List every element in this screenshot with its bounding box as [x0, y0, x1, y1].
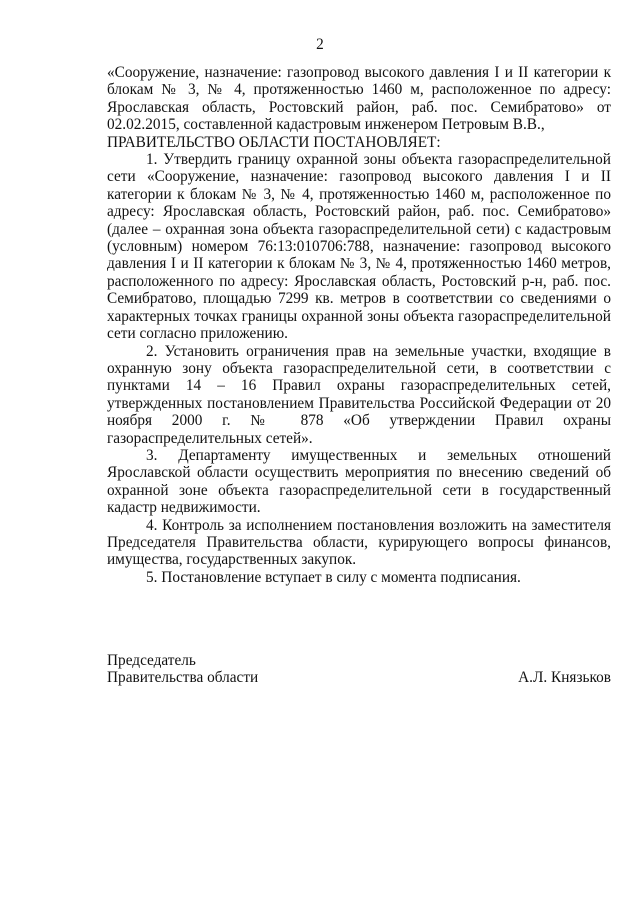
clause-1: 1. Утвердить границу охранной зоны объекта газораспределительной сети «Сооружение, назначение: газопровод высокого давления I и II категории к блокам № 3, № 4, протяженностью 1460 м, расположенное по адресу: Ярославская область, Ростовский район, раб. пос. Семибратово» (далее – охранная зона объекта газораспределительной сети) с кадастровым (условным) номером 76:13:010706:788, назначение: газопровод высокого давления I и II категории к блокам № 3, № 4, протяженностью 1460 метров, расположенного по адресу: Ярославская область, Ростовский р-н, раб. пос. Семибратово, площадью 7299 кв. метров в соответствии со сведениями о характерных точках границы охранной зоны объекта газораспределительной сети согласно приложению. [107, 151, 611, 343]
signature-line [107, 669, 611, 686]
signatory-title-line1: Председатель [107, 652, 196, 669]
signatory-title-line2: Правительства области [107, 669, 259, 687]
resolution-heading: ПРАВИТЕЛЬСТВО ОБЛАСТИ ПОСТАНОВЛЯЕТ: [107, 133, 441, 151]
clause-5: 5. Постановление вступает в силу с момента подписания. [146, 568, 521, 586]
clause-4: 4. Контроль за исполнением постановления возложить на заместителя Председателя Правительства области, курирующего вопросы финансов, имущества, государственных закупок. [107, 516, 611, 569]
preamble-continuation: «Сооружение, назначение: газопровод высокого давления I и II категории к блокам № 3, № 4, протяженностью 1460 м, расположенное по адресу: Ярославская область, Ростовский район, раб. пос. Семибратово» от 02.02.2015, составленной кадастровым инженером Петровым В.В., [107, 64, 611, 134]
signatory-name: А.Л. Князьков [518, 669, 611, 687]
page-number: 2 [316, 36, 324, 53]
signature-block [107, 652, 611, 687]
document-body [107, 64, 611, 586]
clause-3: 3. Департаменту имущественных и земельных отношений Ярославской области осуществить мероприятия по внесению сведений об охранной зоне объекта газораспределительной сети в государственный кадастр недвижимости. [107, 446, 611, 517]
clause-2: 2. Установить ограничения прав на земельные участки, входящие в охранную зону объекта газораспределительной сети, в соответствии с пунктами 14 – 16 Правил охраны газораспределительных сетей, утвержденных постановлением Правительства Российской Федерации от 20 ноября 2000 г. № 878 «Об утверждении Правил охраны газораспределительных сетей». [107, 342, 611, 447]
